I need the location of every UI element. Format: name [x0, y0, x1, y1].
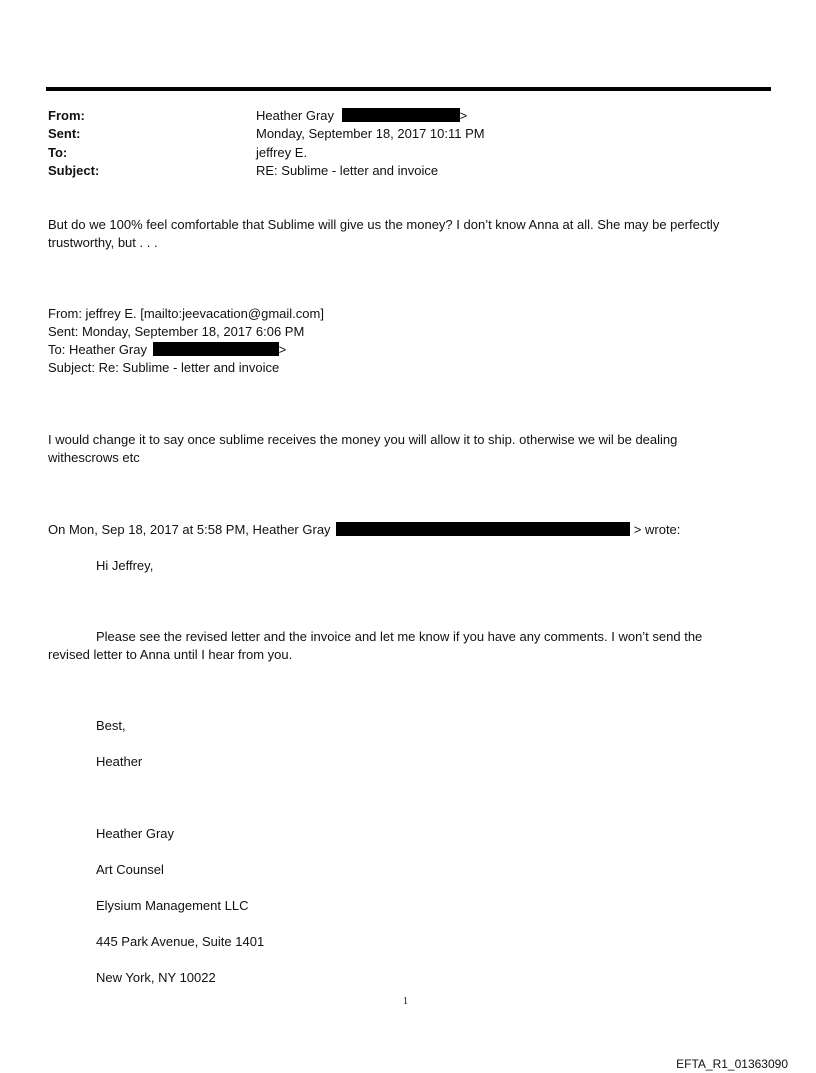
quoted2-body-line-2: revised letter to Anna until I hear from you.	[48, 647, 293, 662]
quoted-from: From: jeffrey E. [mailto:jeevacation@gmail.com]	[48, 306, 324, 321]
quoted1-body-line-2: withescrows etc	[48, 450, 140, 465]
bates-number: EFTA_R1_01363090	[676, 1057, 788, 1071]
signature-name: Heather Gray	[96, 826, 175, 841]
subject-label: Subject:	[48, 163, 100, 178]
signature-address-2: New York, NY 10022	[96, 970, 216, 985]
redaction-box	[336, 522, 630, 536]
from-suffix: >	[459, 108, 468, 123]
quoted-subject: Subject: Re: Sublime - letter and invoice	[48, 360, 280, 375]
header-to-row	[48, 144, 748, 162]
redaction-box	[342, 108, 460, 122]
attribution-suffix: > wrote:	[633, 522, 681, 537]
attribution-prefix: On Mon, Sep 18, 2017 at 5:58 PM, Heather Gray	[48, 522, 331, 537]
signature-title: Art Counsel	[96, 862, 164, 877]
signature-company: Elysium Management LLC	[96, 898, 249, 913]
redaction-box	[153, 342, 279, 356]
header-sent-row	[48, 125, 748, 143]
greeting: Hi Jeffrey,	[96, 558, 154, 573]
from-label: From:	[48, 108, 85, 123]
to-label: To:	[48, 145, 68, 160]
quoted-sent: Sent: Monday, September 18, 2017 6:06 PM	[48, 324, 305, 339]
quoted1-body-line-1: I would change it to say once sublime receives the money you will allow it to ship. otherwise we wil be dealing	[48, 432, 678, 447]
sent-label: Sent:	[48, 126, 81, 141]
from-name: Heather Gray	[256, 108, 335, 123]
header-divider	[46, 87, 771, 91]
quoted-to-prefix: To: Heather Gray	[48, 342, 147, 357]
subject-value: RE: Sublime - letter and invoice	[256, 163, 439, 178]
to-value: jeffrey E.	[256, 145, 308, 160]
page-number: 1	[403, 996, 408, 1007]
header-from-row	[48, 107, 748, 125]
quoted-to-suffix: >	[278, 342, 287, 357]
quoted-to	[48, 341, 286, 359]
sent-value: Monday, September 18, 2017 10:11 PM	[256, 126, 485, 141]
quoted2-body-line-1: Please see the revised letter and the invoice and let me know if you have any comments. I won’t send the	[96, 629, 703, 644]
from-value	[256, 107, 467, 125]
reply-body-line-1: But do we 100% feel comfortable that Sublime will give us the money? I don’t know Anna at all. She may be perfectly	[48, 217, 720, 232]
quoted2-attribution	[48, 521, 680, 539]
closing-name: Heather	[96, 754, 143, 769]
closing: Best,	[96, 718, 126, 733]
reply-body-line-2: trustworthy, but . . .	[48, 235, 158, 250]
header-subject-row	[48, 162, 748, 180]
signature-address-1: 445 Park Avenue, Suite 1401	[96, 934, 265, 949]
